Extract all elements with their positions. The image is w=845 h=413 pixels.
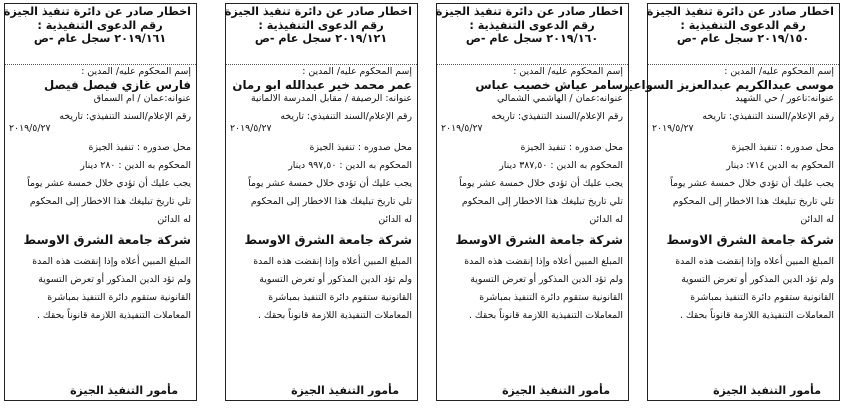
instruction-line-1: يجب عليك أن تؤدي خلال خمسة عشر يوماً <box>248 178 412 189</box>
header-divider <box>648 64 839 65</box>
header-title: اخطار صادر عن دائرة تنفيذ الجيزة <box>646 5 834 18</box>
instruction-line-3: له الدائن <box>157 214 191 225</box>
header-title: اخطار صادر عن دائرة تنفيذ الجيزة <box>3 5 191 18</box>
warning-line-4: المعاملات التنفيذية اللازمة قانوناً بحقك . <box>679 310 834 321</box>
debtor-address: عنوانه:عمان / الهاشمي الشمالي <box>496 93 623 104</box>
officer-title: مأمور التنفيذ الجيزة <box>713 384 821 397</box>
creditor-name: شركة جامعة الشرق الاوسط <box>244 233 412 247</box>
warning-line-4: المعاملات التنفيذية اللازمة قانوناً بحقك . <box>257 310 412 321</box>
warning-line-4: المعاملات التنفيذية اللازمة قانوناً بحقك . <box>468 310 623 321</box>
notice-card <box>4 3 197 401</box>
instruction-line-2: تلي تاريخ تبليغك هذا الاخطار إلى المحكوم <box>461 196 623 207</box>
notice-body <box>441 66 623 322</box>
judgment-amount: المحكوم به الدين : ٣٨٧,٥٠ دينار <box>499 160 623 171</box>
instruction-line-1: يجب عليك أن تؤدي خلال خمسة عشر يوماً <box>27 178 191 189</box>
notice-card <box>225 3 418 401</box>
debtor-label: إسم المحكوم عليه/ المدين : <box>81 66 191 77</box>
warning-line-1: المبلغ المبين أعلاه وإذا إنقضت هذه المدة <box>675 256 834 267</box>
warning-line-1: المبلغ المبين أعلاه وإذا إنقضت هذه المدة <box>32 256 191 267</box>
debtor-name: موسى عبدالكريم عبدالعزيز السواعير <box>621 78 834 92</box>
officer-title: مأمور التنفيذ الجيزة <box>70 384 178 397</box>
header-title: اخطار صادر عن دائرة تنفيذ الجيزة <box>224 5 412 18</box>
header-divider <box>5 64 196 65</box>
instruction-line-3: له الدائن <box>378 214 412 225</box>
warning-line-1: المبلغ المبين أعلاه وإذا إنقضت هذه المدة <box>253 256 412 267</box>
debtor-label: إسم المحكوم عليه/ المدين : <box>513 66 623 77</box>
header-case-label: رقم الدعوى التنفيذية : <box>37 18 163 32</box>
notification-number: رقم الإعلام/السند التنفيذي: تاريخه <box>59 111 191 122</box>
judgment-amount: المحكوم به الدين : ٢٨٠ دينار <box>80 160 191 171</box>
warning-line-3: القانونية ستقوم دائرة التنفيذ بمباشرة <box>47 292 191 303</box>
debtor-address: عنوانه: الرصيفة / مقابل المدرسة الالمانية <box>250 93 412 104</box>
issued-at: محل صدوره : تنفيذ الجيزة <box>309 142 412 153</box>
instruction-line-2: تلي تاريخ تبليغك هذا الاخطار إلى المحكوم <box>672 196 834 207</box>
warning-line-3: القانونية ستقوم دائرة التنفيذ بمباشرة <box>268 292 412 303</box>
issued-at: محل صدوره : تنفيذ الجيزة <box>731 142 834 153</box>
officer-signature <box>502 384 610 397</box>
notice-card <box>621 3 840 401</box>
instruction-line-2: تلي تاريخ تبليغك هذا الاخطار إلى المحكوم <box>250 196 412 207</box>
header-case-label: رقم الدعوى التنفيذية : <box>258 18 384 32</box>
warning-line-4: المعاملات التنفيذية اللازمة قانوناً بحقك . <box>36 310 191 321</box>
notice-header <box>3 5 191 46</box>
notice-header <box>224 5 412 46</box>
notification-number: رقم الإعلام/السند التنفيذي: تاريخه <box>491 111 623 122</box>
officer-title: مأمور التنفيذ الجيزة <box>291 384 399 397</box>
notice-header <box>646 5 834 46</box>
header-divider <box>226 64 417 65</box>
warning-line-3: القانونية ستقوم دائرة التنفيذ بمباشرة <box>690 292 834 303</box>
notification-number: رقم الإعلام/السند التنفيذي: تاريخه <box>280 111 412 122</box>
header-case-label: رقم الدعوى التنفيذية : <box>680 18 806 32</box>
creditor-name: شركة جامعة الشرق الاوسط <box>455 233 623 247</box>
header-case-label: رقم الدعوى التنفيذية : <box>469 18 595 32</box>
notice-body <box>621 66 834 322</box>
warning-line-2: ولم تؤد الدين المذكور أو تعرض التسوية <box>681 274 834 285</box>
warning-line-2: ولم تؤد الدين المذكور أو تعرض التسوية <box>259 274 412 285</box>
warning-line-3: القانونية ستقوم دائرة التنفيذ بمباشرة <box>479 292 623 303</box>
notification-date: ٢٠١٩/٥/٢٧ <box>9 123 51 134</box>
header-case-number: ٢٠١٩/١٢١ سجل عام -ص <box>254 32 388 45</box>
header-case-number: ٢٠١٩/١٦١ سجل عام -ص <box>33 32 167 45</box>
instruction-line-2: تلي تاريخ تبليغك هذا الاخطار إلى المحكوم <box>29 196 191 207</box>
debtor-address: عنوانه:ناعور / حي الشهيد <box>735 93 834 104</box>
notice-header <box>435 5 623 46</box>
notice-card <box>436 3 629 401</box>
debtor-label: إسم المحكوم عليه/ المدين : <box>724 66 834 77</box>
debtor-address: عنوانه:عمان / ام السماق <box>93 93 191 104</box>
debtor-name: سامر عياش خصيب عباس <box>475 78 623 92</box>
notice-body <box>230 66 412 322</box>
notification-date: ٢٠١٩/٥/٢٧ <box>230 123 272 134</box>
issued-at: محل صدوره : تنفيذ الجيزة <box>520 142 623 153</box>
officer-title: مأمور التنفيذ الجيزة <box>502 384 610 397</box>
notification-date: ٢٠١٩/٥/٢٧ <box>441 123 483 134</box>
judgment-amount: المحكوم به الدين : ٩٩٧,٥٠ دينار <box>288 160 412 171</box>
officer-signature <box>713 384 821 397</box>
header-title: اخطار صادر عن دائرة تنفيذ الجيزة <box>435 5 623 18</box>
debtor-label: إسم المحكوم عليه/ المدين : <box>302 66 412 77</box>
warning-line-2: ولم تؤد الدين المذكور أو تعرض التسوية <box>470 274 623 285</box>
warning-line-1: المبلغ المبين أعلاه وإذا إنقضت هذه المدة <box>464 256 623 267</box>
header-case-number: ٢٠١٩/١٦٠ سجل عام -ص <box>465 32 599 45</box>
header-case-number: ٢٠١٩/١٥٠ سجل عام -ص <box>676 32 810 45</box>
instruction-line-3: له الدائن <box>589 214 623 225</box>
instruction-line-3: له الدائن <box>800 214 834 225</box>
creditor-name: شركة جامعة الشرق الاوسط <box>23 233 191 247</box>
notification-number: رقم الإعلام/السند التنفيذي: تاريخه <box>702 111 834 122</box>
judgment-amount: المحكوم به الدين ٧١٤: دينار <box>726 160 834 171</box>
instruction-line-1: يجب عليك أن تؤدي خلال خمسة عشر يوماً <box>670 178 834 189</box>
warning-line-2: ولم تؤد الدين المذكور أو تعرض التسوية <box>38 274 191 285</box>
header-divider <box>437 64 628 65</box>
debtor-name: عمر محمد خير عبدالله ابو رمان <box>232 78 412 92</box>
notification-date: ٢٠١٩/٥/٢٧ <box>652 123 694 134</box>
debtor-name: فارس غازي فيصل فيصل <box>43 78 191 92</box>
creditor-name: شركة جامعة الشرق الاوسط <box>666 233 834 247</box>
notice-body <box>9 66 191 322</box>
officer-signature <box>70 384 178 397</box>
issued-at: محل صدوره : تنفيذ الجيزة <box>88 142 191 153</box>
instruction-line-1: يجب عليك أن تؤدي خلال خمسة عشر يوماً <box>459 178 623 189</box>
officer-signature <box>291 384 399 397</box>
